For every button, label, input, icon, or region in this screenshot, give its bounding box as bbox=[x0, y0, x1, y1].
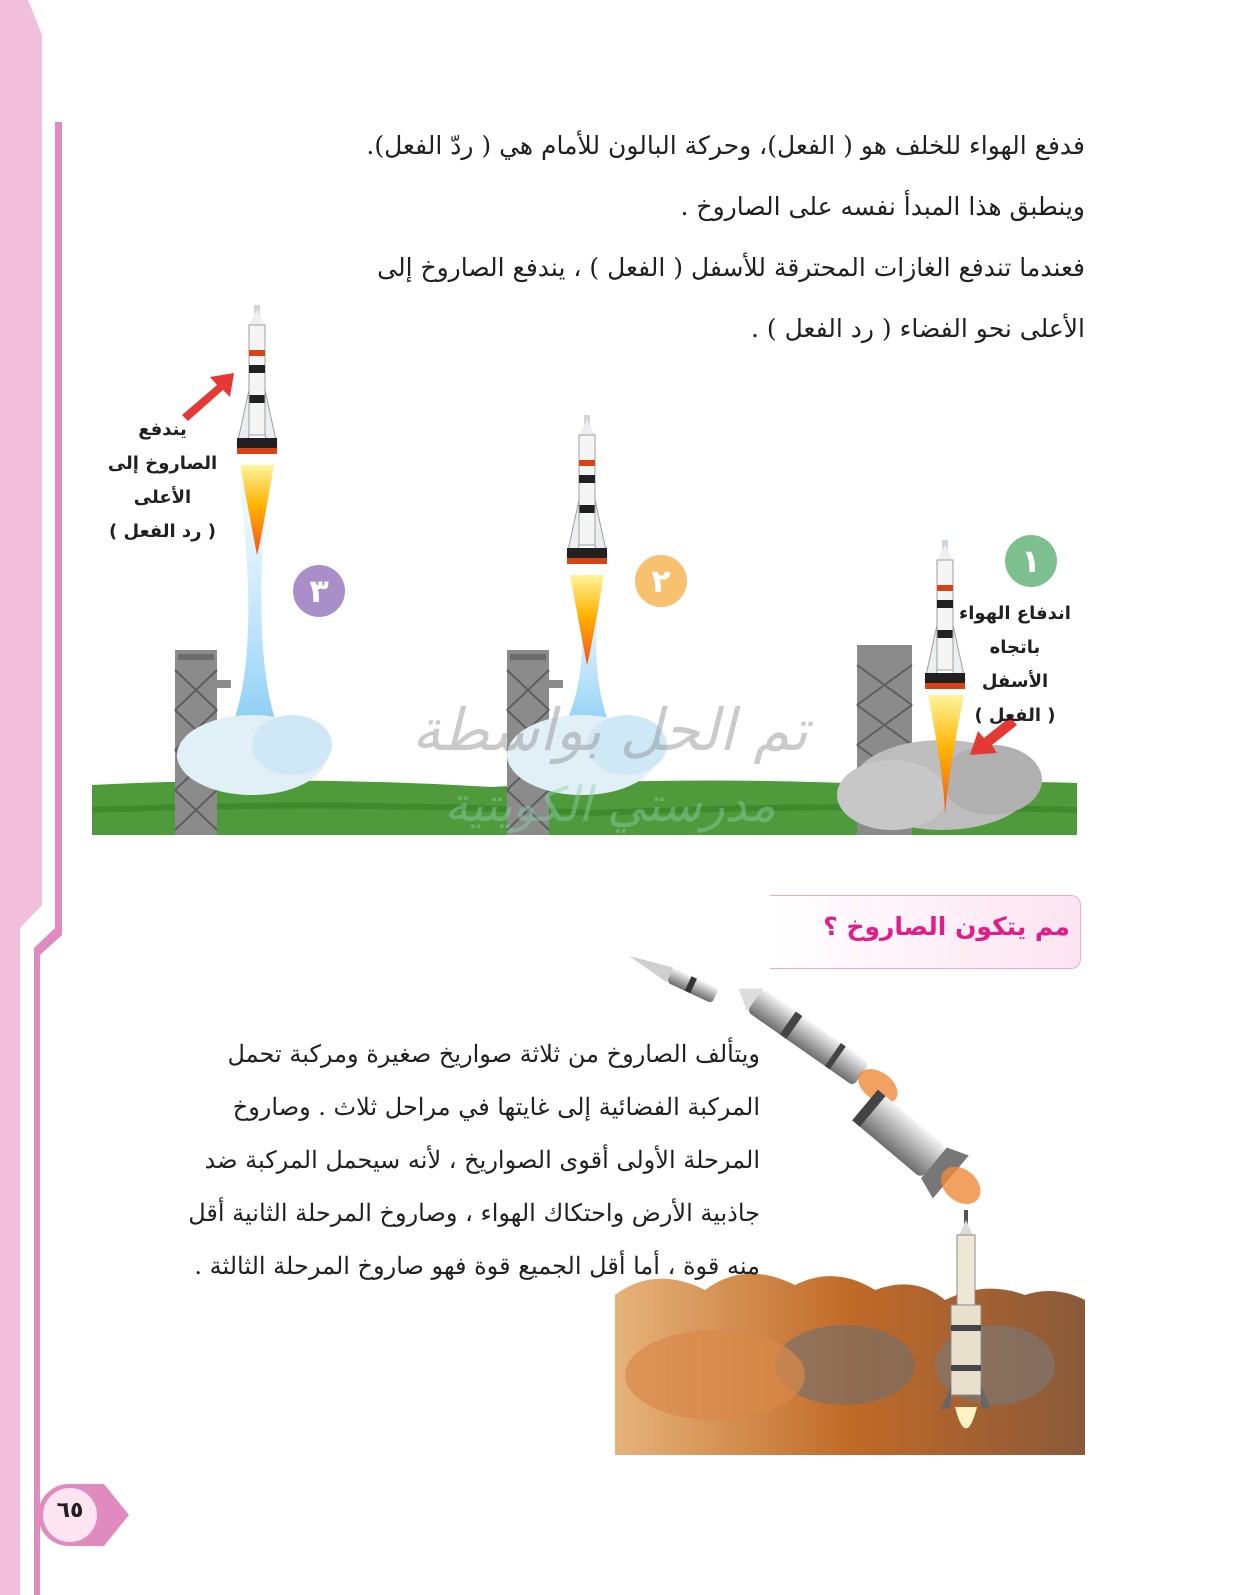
stage-1-label bbox=[955, 597, 1075, 733]
stage-3-label-line: الصاروخ إلى bbox=[107, 453, 218, 474]
stage-3-label-line: ( رد الفعل ) bbox=[109, 521, 216, 542]
intro-line-4: الأعلى نحو الفضاء ( رد الفعل ) . bbox=[751, 314, 1085, 343]
intro-line-3: فعندما تندفع الغازات المحترقة للأسفل ( الفعل ) ، يندفع الصاروخ إلى bbox=[377, 253, 1085, 282]
watermark-line-2: مدرستي الكويتية bbox=[444, 777, 776, 833]
section-body-line-2: المركبة الفضائية إلى غايتها في مراحل ثلاث . وصاروخ bbox=[232, 1093, 760, 1121]
page-number: ٦٥ bbox=[56, 1498, 84, 1523]
stage-3-label-line: الأعلى bbox=[133, 487, 192, 508]
section-body-line-1: ويتألف الصاروخ من ثلاثة صواريخ صغيرة ومركبة تحمل bbox=[227, 1040, 760, 1068]
stage-2-badge: ٢ bbox=[635, 555, 687, 607]
section-body-line-3: المرحلة الأولى أقوى الصواريخ ، لأنه سيحمل المركبة ضد bbox=[204, 1146, 760, 1174]
stage-1-label-line: ( الفعل ) bbox=[974, 705, 1056, 726]
section-body-line-5: منه قوة ، أما أقل الجميع قوة فهو صاروخ المرحلة الثالثة . bbox=[194, 1252, 760, 1280]
stage-1-label-line: اندفاع الهواء bbox=[959, 603, 1071, 624]
stage-3-label-line: يندفع bbox=[138, 419, 187, 440]
stage-1-label-line: باتجاه الأسفل bbox=[981, 637, 1049, 692]
section-body-line-4: جاذبية الأرض واحتكاك الهواء ، وصاروخ المرحلة الثانية أقل bbox=[188, 1199, 760, 1227]
watermark bbox=[330, 690, 890, 840]
stage-3-label bbox=[100, 413, 225, 549]
intro-line-2: وينطبق هذا المبدأ نفسه على الصاروخ . bbox=[680, 192, 1085, 221]
stage-3-badge: ٣ bbox=[293, 565, 345, 617]
watermark-line-1: تم الحل بواسطة bbox=[411, 696, 809, 764]
section-body bbox=[80, 1028, 760, 1293]
section-heading: مم يتكون الصاروخ ؟ bbox=[823, 912, 1070, 941]
intro-line-1: فدفع الهواء للخلف هو ( الفعل)، وحركة البالون للأمام هي ( ردّ الفعل). bbox=[366, 131, 1085, 160]
sidebar-decoration bbox=[0, 0, 70, 1595]
stage-1-badge: ١ bbox=[1005, 535, 1057, 587]
